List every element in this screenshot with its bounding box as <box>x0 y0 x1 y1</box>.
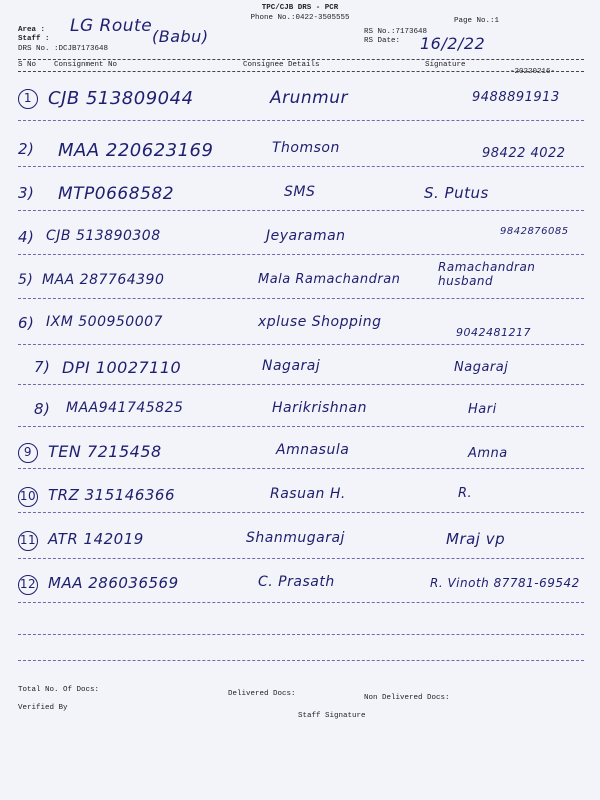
consignee-signature: S. Putus <box>424 184 489 202</box>
row-divider <box>18 344 584 345</box>
staff-label: Staff : <box>18 35 50 43</box>
col-consignee: Consignee Details <box>243 61 320 69</box>
consignee-signature: R. Vinoth 87781-69542 <box>430 576 580 590</box>
row-number: 9 <box>18 442 38 463</box>
area-value: LG Route <box>70 16 153 36</box>
consignee-name: C. Prasath <box>258 574 335 590</box>
row-number: 1 <box>18 88 38 109</box>
consignee-signature: 9042481217 <box>456 326 531 339</box>
consignment-number: TEN 7215458 <box>48 442 162 461</box>
consignment-number: MTP0668582 <box>58 184 175 204</box>
blank-line <box>18 660 584 661</box>
consignee-name: Shanmugaraj <box>246 530 345 546</box>
staff-value: (Babu) <box>152 27 209 46</box>
row-number: 7) <box>34 358 51 376</box>
consignment-number: MAA 287764390 <box>42 272 165 288</box>
row-number: 4) <box>18 228 35 246</box>
col-consignment: Consignment No <box>54 61 118 69</box>
consignee-signature: Amna <box>468 446 508 461</box>
consignee-signature: 98422 4022 <box>482 146 566 161</box>
consignee-name: Rasuan H. <box>270 486 346 502</box>
list-item <box>0 88 600 128</box>
consignee-name: Jeyaraman <box>266 228 346 244</box>
row-number: 6) <box>18 314 35 332</box>
consignee-name: xpluse Shopping <box>258 314 382 330</box>
list-item <box>0 140 600 180</box>
row-divider <box>18 166 584 167</box>
consignment-number: DPI 10027110 <box>62 358 182 377</box>
row-number: 8) <box>34 400 51 418</box>
area-label: Area : <box>18 26 46 34</box>
row-divider <box>18 558 584 559</box>
list-item <box>0 184 600 224</box>
header-divider <box>18 59 584 60</box>
list-item <box>0 574 600 614</box>
consignee-name: Harikrishnan <box>272 400 367 416</box>
consignment-number: MAA 220623169 <box>58 140 214 161</box>
consignee-name: SMS <box>284 184 316 200</box>
date-stamp: -20220216- <box>510 68 556 76</box>
consignment-number: MAA941745825 <box>66 400 184 416</box>
row-divider <box>18 468 584 469</box>
row-divider <box>18 512 584 513</box>
col-signature: Signature <box>425 61 466 69</box>
document-title: TPC/CJB DRS - PCR <box>261 4 339 12</box>
row-divider <box>18 298 584 299</box>
col-sno: S No <box>18 61 37 69</box>
consignee-signature: Ramachandran husband <box>438 260 536 288</box>
consignment-number: MAA 286036569 <box>48 574 179 592</box>
row-divider <box>18 210 584 211</box>
delivered-docs-label: Delivered Docs: <box>228 690 296 698</box>
consignment-number: ATR 142019 <box>48 530 144 548</box>
row-number: 11 <box>18 530 38 551</box>
list-item <box>0 314 600 354</box>
header-divider-bottom <box>18 71 584 72</box>
consignee-name: Amnasula <box>276 442 350 458</box>
consignment-number: CJB 513890308 <box>46 228 161 244</box>
list-item <box>0 530 600 570</box>
verified-by-label: Verified By <box>18 704 68 712</box>
list-item <box>0 400 600 440</box>
consignee-name: Nagaraj <box>262 358 321 374</box>
consignee-name: Thomson <box>272 140 340 156</box>
row-divider <box>18 384 584 385</box>
row-number: 3) <box>18 184 35 202</box>
phone-number: Phone No.:0422-3505555 <box>250 14 350 22</box>
consignee-name: Mala Ramachandran <box>258 272 401 287</box>
consignment-number: CJB 513809044 <box>48 88 194 109</box>
rs-date-label: RS Date: <box>364 37 401 45</box>
consignee-signature: R. <box>458 486 473 501</box>
list-item <box>0 442 600 482</box>
consignment-number: TRZ 315146366 <box>48 486 176 504</box>
row-number: 5) <box>18 272 34 288</box>
rs-number: RS No.:7173648 <box>364 28 428 36</box>
consignment-number: IXM 500950007 <box>46 314 163 330</box>
list-item <box>0 260 600 312</box>
consignee-signature: Mraj vp <box>446 530 506 548</box>
consignee-signature: 9488891913 <box>472 90 560 105</box>
consignee-signature: Nagaraj <box>454 360 509 375</box>
list-item <box>0 358 600 398</box>
staff-signature-label: Staff Signature <box>298 712 366 720</box>
row-divider <box>18 254 584 255</box>
blank-line <box>18 634 584 635</box>
row-number: 12 <box>18 574 38 595</box>
drs-number: DRS No. :DCJB7173648 <box>18 45 109 53</box>
consignee-name: Arunmur <box>270 88 348 108</box>
consignee-signature: 9842876085 <box>500 226 569 237</box>
row-number: 2) <box>18 140 35 158</box>
rs-date-value: 16/2/22 <box>420 34 486 53</box>
consignee-signature: Hari <box>468 402 497 417</box>
non-delivered-docs-label: Non Delivered Docs: <box>364 694 450 702</box>
total-docs-label: Total No. Of Docs: <box>18 686 100 694</box>
row-divider <box>18 602 584 603</box>
row-divider <box>18 120 584 121</box>
list-item <box>0 486 600 526</box>
row-number: 10 <box>18 486 38 507</box>
row-divider <box>18 426 584 427</box>
page-number: Page No.:1 <box>454 17 500 25</box>
